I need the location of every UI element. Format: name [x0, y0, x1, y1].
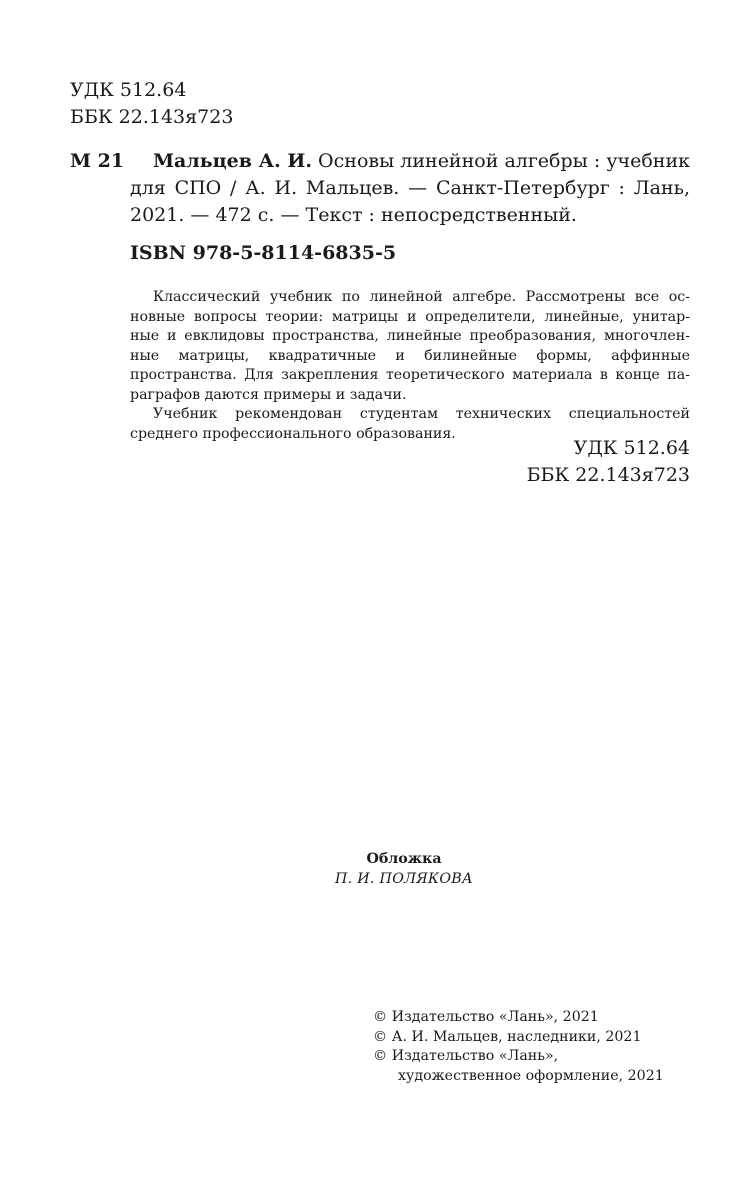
copyright-line: © Издательство «Лань», — [373, 1048, 559, 1064]
bbk-code-top: ББК 22.143я723 — [70, 106, 234, 128]
bib-line-1 — [153, 148, 690, 175]
udk-code-bottom: УДК 512.64 — [573, 437, 690, 459]
cover-label: Обложка — [366, 851, 442, 867]
abstract-line: новные вопросы теории: матрицы и определители, линейные, унитар- — [130, 308, 690, 325]
abstract-line: пространства. Для закрепления теоретического материала в конце па- — [130, 367, 690, 383]
bib-title: Основы линейной алгебры : учебник — [311, 150, 690, 172]
author-mark: М 21 — [70, 150, 125, 172]
bib-line-3: 2021. — 472 с. — Текст : непосредственный. — [130, 204, 577, 226]
udk-code-top: УДК 512.64 — [70, 79, 187, 101]
copyright-line: художественное оформление, 2021 — [398, 1067, 664, 1084]
abstract-line: ные матрицы, квадратичные и билинейные формы, аффинные — [130, 347, 690, 364]
bib-line-2: для СПО / А. И. Мальцев. — Санкт-Петербург : Лань, — [130, 177, 690, 199]
bbk-code-bottom: ББК 22.143я723 — [526, 464, 690, 486]
isbn: ISBN 978-5-8114-6835-5 — [130, 242, 397, 264]
abstract-line: раграфов даются примеры и задачи. — [130, 386, 407, 403]
abstract-line: среднего профессионального образования. — [130, 425, 456, 442]
copyright-line: © Издательство «Лань», 2021 — [373, 1009, 599, 1025]
copyright-line: © А. И. Мальцев, наследники, 2021 — [373, 1028, 642, 1045]
abstract-line: ные и евклидовы пространства, линейные преобразования, многочлен- — [130, 328, 690, 344]
abstract-line: Учебник рекомендован студентам технических специальностей — [153, 406, 690, 422]
bib-author: Мальцев А. И. — [153, 150, 312, 172]
abstract-line: Классический учебник по линейной алгебре. Рассмотрены все ос- — [153, 289, 690, 305]
cover-author: П. И. ПОЛЯКОВА — [334, 871, 474, 887]
